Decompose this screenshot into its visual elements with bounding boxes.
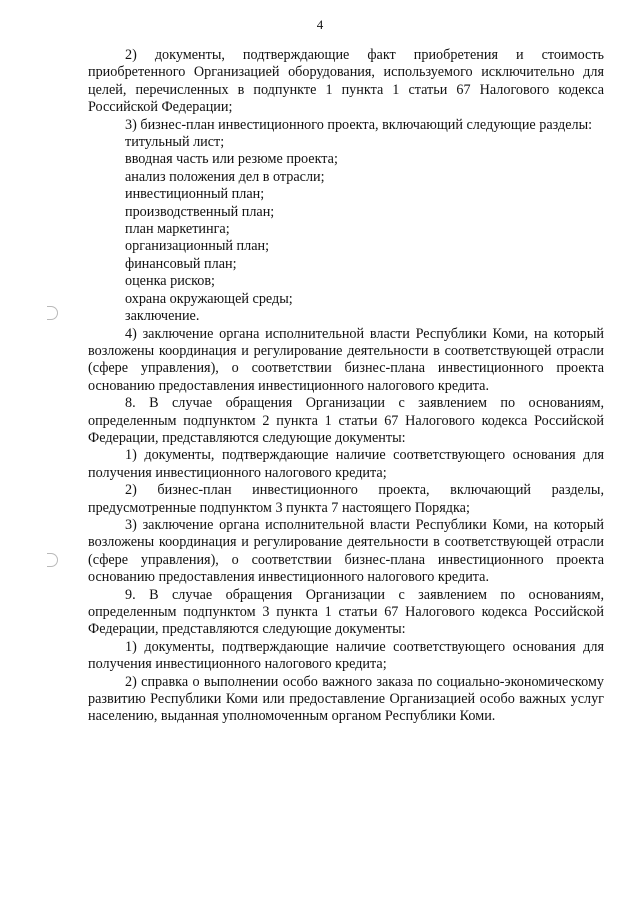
paragraph: 2) бизнес-план инвестиционного проекта, включающий разделы, предусмотренные подпунктом 3 пункта 7 настоящего Порядка; (88, 482, 604, 516)
paragraph: 2) справка о выполнении особо важного заказа по социально-экономическому развитию Республики Коми или предоставление Организацией особо важных услуг населению, выданная уполномоченным органом Республики Коми. (88, 673, 604, 725)
paragraph: 2) документы, подтверждающие факт приобретения и стоимость приобретенного Организацией оборудования, используемого исключительно для целей, перечисленных в подпункте 1 пункта 1 статьи 67 Налогового кодекса Российской Федерации; (88, 47, 604, 116)
paragraph: 3) бизнес-план инвестиционного проекта, включающий следующие разделы: (125, 116, 593, 133)
binding-hole-mark-lower (47, 553, 58, 567)
document-body (88, 47, 604, 726)
list-item: заключение. (125, 308, 200, 325)
list-item: вводная часть или резюме проекта; (125, 151, 338, 168)
paragraph: 8. В случае обращения Организации с заявлением по основаниям, определенным подпунктом 2 пункта 1 статьи 67 Налогового кодекса Российской Федерации, представляются следующие документы: (88, 395, 604, 446)
list-item: охрана окружающей среды; (125, 290, 293, 307)
page-number: 4 (316, 17, 324, 32)
list-item: производственный план; (125, 203, 275, 220)
list-item: план маркетинга; (125, 221, 230, 238)
paragraph: 3) заключение органа исполнительной власти Республики Коми, на который возложены координация и регулирование деятельности в соответствующей отрасли (сфере управления), о соответствии бизнес-плана инвестиционного проекта основанию предоставления инвестиционного налогового кредита. (88, 516, 604, 586)
list-item: анализ положения дел в отрасли; (125, 168, 325, 185)
list-item: оценка рисков; (125, 273, 215, 290)
binding-hole-mark-upper (47, 306, 58, 320)
paragraph: 4) заключение органа исполнительной власти Республики Коми, на который возложены координация и регулирование деятельности в соответствующей отрасли (сфере управления), о соответствии бизнес-плана инвестиционного проекта основанию предоставления инвестиционного налогового кредита. (88, 325, 604, 394)
paragraph: 1) документы, подтверждающие наличие соответствующего основания для получения инвестиционного налогового кредита; (88, 447, 604, 481)
list-item: финансовый план; (125, 255, 237, 272)
paragraph: 9. В случае обращения Организации с заявлением по основаниям, определенным подпунктом 3 пункта 1 статьи 67 Налогового кодекса Российской Федерации, представляются следующие документы: (88, 586, 604, 638)
business-plan-sections-list (88, 134, 604, 325)
list-item: титульный лист; (125, 134, 225, 151)
list-item: инвестиционный план; (125, 186, 265, 203)
paragraph: 1) документы, подтверждающие наличие соответствующего основания для получения инвестиционного налогового кредита; (88, 638, 604, 673)
list-item: организационный план; (125, 238, 270, 255)
